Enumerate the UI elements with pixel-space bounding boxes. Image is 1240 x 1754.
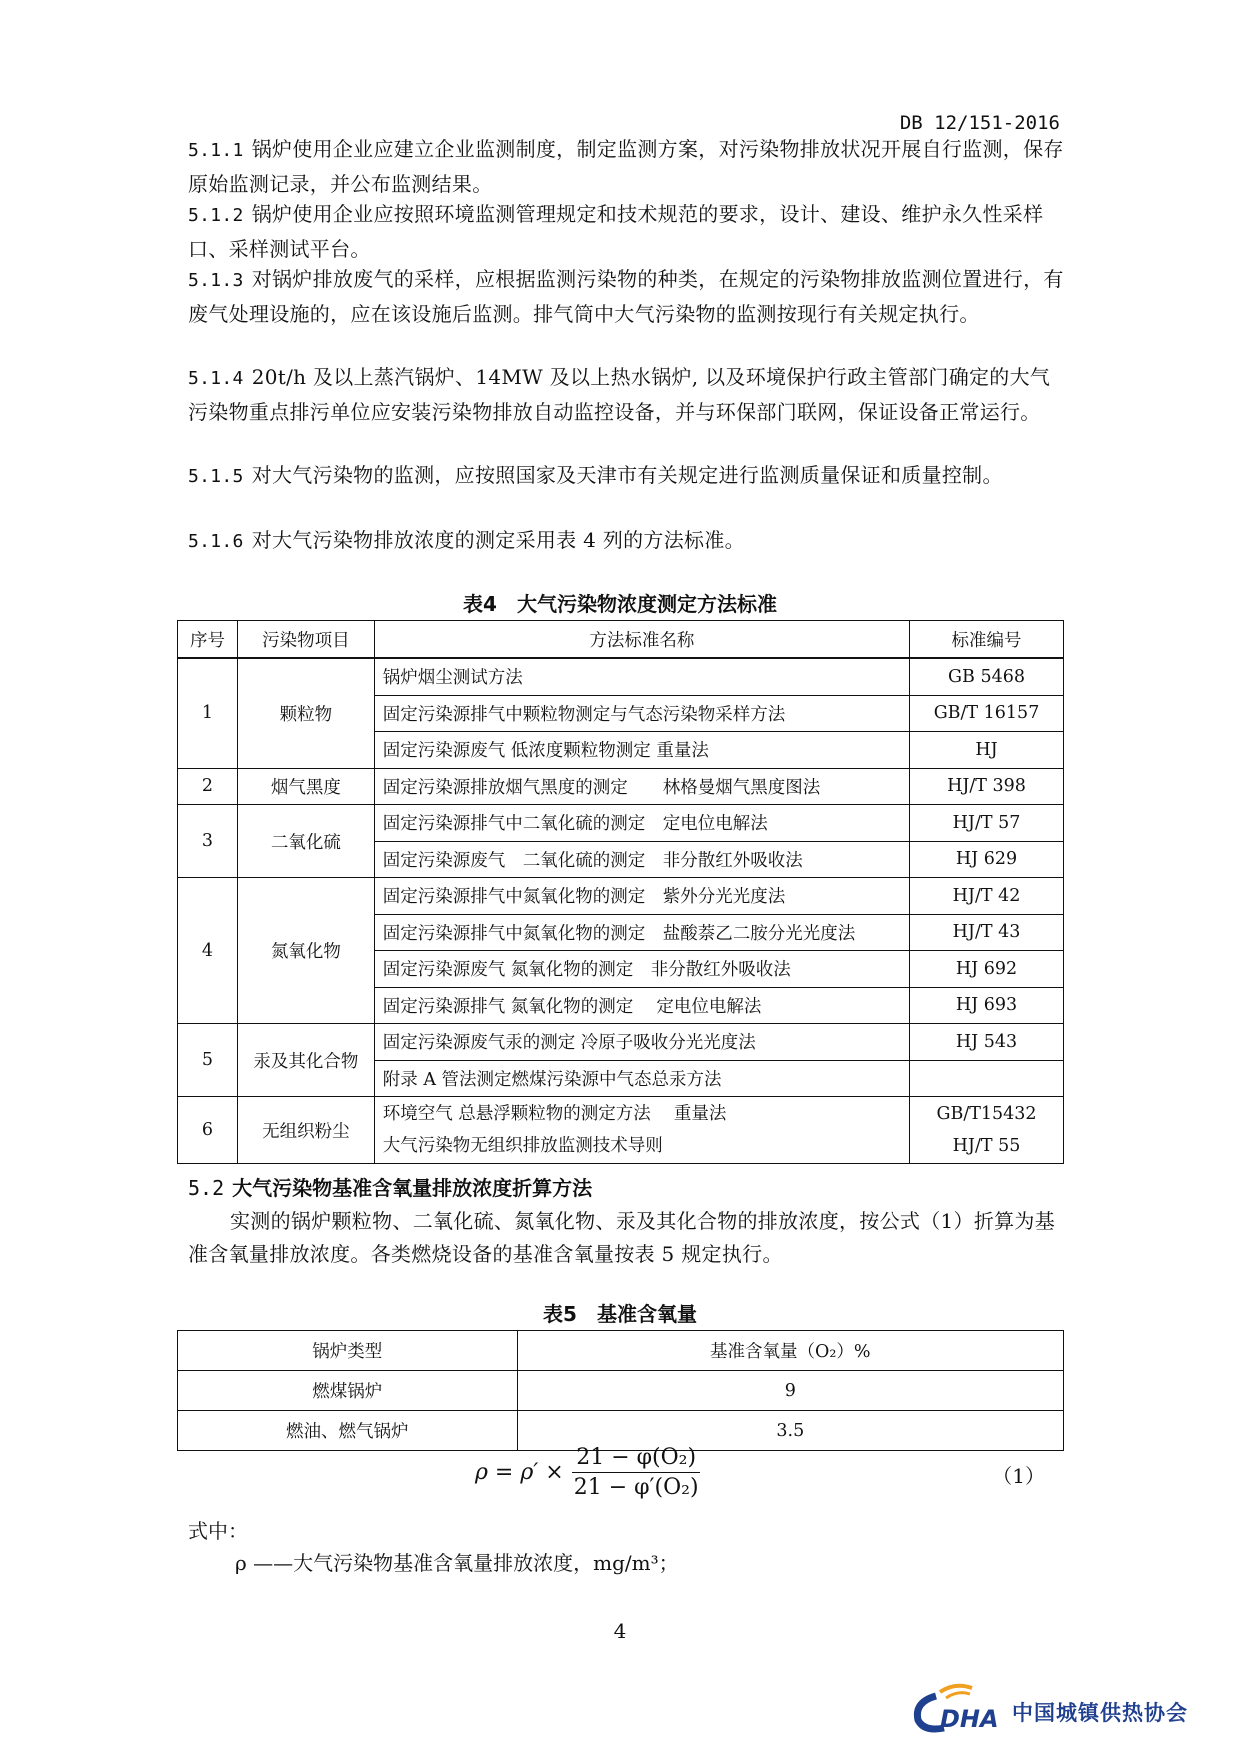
method-name: 固定污染源排放烟气黑度的测定 林格曼烟气黑度图法 [374,768,909,805]
page-number: 4 [613,1619,627,1643]
standard-code [910,1097,1064,1164]
row-number: 2 [178,768,238,805]
method-name: 固定污染源排气中氮氧化物的测定 盐酸萘乙二胺分光光度法 [374,914,909,951]
formula-number: （1） [992,1464,1045,1488]
pollutant-item: 无组织粉尘 [237,1097,374,1164]
pollutant-item: 二氧化硫 [237,805,374,878]
method-name: 固定污染源排气中氮氧化物的测定 紫外分光光度法 [374,878,909,915]
clause-text: 对大气污染物的监测，应按照国家及天津市有关规定进行监测质量保证和质量控制。 [251,463,1003,487]
section-heading [188,1172,592,1201]
method-name: 固定污染源废气 低浓度颗粒物测定 重量法 [374,732,909,769]
col-header: 污染物项目 [237,621,374,659]
doc-id: DB 12/151-2016 [899,112,1060,134]
row-number: 4 [178,878,238,1024]
table5 [177,1330,1064,1451]
clause-text: 20t/h 及以上蒸汽锅炉、14MW 及以上热水锅炉, 以及环境保护行政主管部门确定的大气污染物重点排污单位应安装污染物排放自动监控设备，并与环保部门联网，保证设备正常运行。 [188,365,1051,424]
formula-denominator: 21 − φ′(O₂) [573,1475,699,1500]
pollutant-item: 汞及其化合物 [237,1024,374,1097]
svg-text:DHA: DHA [940,1705,999,1733]
where-label: 式中： [188,1519,248,1543]
pollutant-item: 烟气黑度 [237,768,374,805]
row-number: 3 [178,805,238,878]
standard-code: HJ/T 42 [910,878,1064,915]
code-line: HJ/T 55 [952,1136,1021,1156]
section-number: 5.2 [188,1176,225,1200]
section-text: 实测的锅炉颗粒物、二氧化硫、氮氧化物、汞及其化合物的排放浓度，按公式（1）折算为基准含氧量排放浓度。各类燃烧设备的基准含氧量按表 5 规定执行。 [188,1209,1056,1266]
paragraph-5-1-3 [188,263,1068,330]
method-line: 环境空气 总悬浮颗粒物的测定方法 重量法 [382,1104,727,1124]
method-name: 固定污染源排气中二氧化硫的测定 定电位电解法 [374,805,909,842]
row-number: 1 [178,658,238,768]
formula-fraction [570,1445,703,1500]
table-row [178,768,1064,805]
table-row [178,1097,1064,1164]
table5-caption: 表5 基准含氧量 [543,1302,697,1326]
boiler-type: 燃油、燃气锅炉 [178,1411,518,1451]
method-name [374,1097,909,1164]
boiler-type: 燃煤锅炉 [178,1371,518,1411]
method-name: 固定污染源排气中颗粒物测定与气态污染物采样方法 [374,695,909,732]
logo-text: 中国城镇供热协会 [1012,1701,1188,1725]
clause-number: 5.1.4 [188,368,244,389]
clause-number: 5.1.3 [188,270,244,291]
method-line: 大气污染物无组织排放监测技术导则 [382,1136,663,1156]
standard-code [910,1060,1064,1097]
standard-code: HJ 693 [910,987,1064,1024]
oxygen-value: 3.5 [517,1411,1063,1451]
table-row [178,878,1064,915]
standard-code: HJ [910,732,1064,769]
formula [475,1445,703,1500]
method-name: 固定污染源废气 氮氧化物的测定 非分散红外吸收法 [374,951,909,988]
table-row [178,1024,1064,1061]
col-header: 序号 [178,621,238,659]
section-title: 大气污染物基准含氧量排放浓度折算方法 [232,1176,593,1200]
paragraph-5-1-5 [188,459,1068,494]
table-header-row [178,621,1064,659]
formula-numerator: 21 − φ(O₂) [572,1445,700,1473]
row-number: 6 [178,1097,238,1164]
standard-code: GB 5468 [910,658,1064,695]
standard-code: HJ 543 [910,1024,1064,1061]
row-number: 5 [178,1024,238,1097]
col-header: 锅炉类型 [178,1331,518,1371]
paragraph-5-1-1 [188,133,1068,200]
method-name: 固定污染源排气 氮氧化物的测定 定电位电解法 [374,987,909,1024]
table-header-row [178,1331,1064,1371]
code-line: GB/T15432 [936,1104,1037,1124]
clause-number: 5.1.2 [188,205,244,226]
table-row [178,1371,1064,1411]
clause-number: 5.1.1 [188,140,244,161]
formula-lhs: ρ = ρ′ × [475,1460,564,1485]
method-name: 锅炉烟尘测试方法 [374,658,909,695]
paragraph-5-1-2 [188,198,1068,265]
paragraph-5-1-6 [188,524,1068,559]
standard-code: HJ/T 57 [910,805,1064,842]
standard-code: GB/T 16157 [910,695,1064,732]
clause-text: 锅炉使用企业应按照环境监测管理规定和技术规范的要求，设计、建设、维护永久性采样口、采样测试平台。 [188,202,1044,261]
where-definition: ρ ——大气污染物基准含氧量排放浓度，mg/m³； [235,1551,679,1575]
col-header: 标准编号 [910,621,1064,659]
table-row [178,805,1064,842]
clause-text: 锅炉使用企业应建立企业监测制度，制定监测方案，对污染物排放状况开展自行监测，保存原始监测记录，并公布监测结果。 [188,137,1064,196]
oxygen-value: 9 [517,1371,1063,1411]
paragraph-5-1-4 [188,361,1068,428]
table4 [177,620,1064,1164]
table4-caption: 表4 大气污染物浓度测定方法标准 [463,592,777,616]
clause-number: 5.1.5 [188,466,244,487]
method-name: 附录 A 管法测定燃煤污染源中气态总汞方法 [374,1060,909,1097]
standard-code: HJ/T 398 [910,768,1064,805]
method-name: 固定污染源废气 二氧化硫的测定 非分散红外吸收法 [374,841,909,878]
clause-number: 5.1.6 [188,531,244,552]
col-header: 方法标准名称 [374,621,909,659]
pollutant-item: 颗粒物 [237,658,374,768]
clause-text: 对锅炉排放废气的采样，应根据监测污染物的种类，在规定的污染物排放监测位置进行，有废气处理设施的，应在该设施后监测。排气筒中大气污染物的监测按现行有关规定执行。 [188,267,1064,326]
standard-code: HJ/T 43 [910,914,1064,951]
col-header: 基准含氧量（O₂）% [517,1331,1063,1371]
standard-code: HJ 692 [910,951,1064,988]
table-row [178,658,1064,695]
method-name: 固定污染源废气汞的测定 冷原子吸收分光光度法 [374,1024,909,1061]
pollutant-item: 氮氧化物 [237,878,374,1024]
standard-code: HJ 629 [910,841,1064,878]
clause-text: 对大气污染物排放浓度的测定采用表 4 列的方法标准。 [251,528,745,552]
